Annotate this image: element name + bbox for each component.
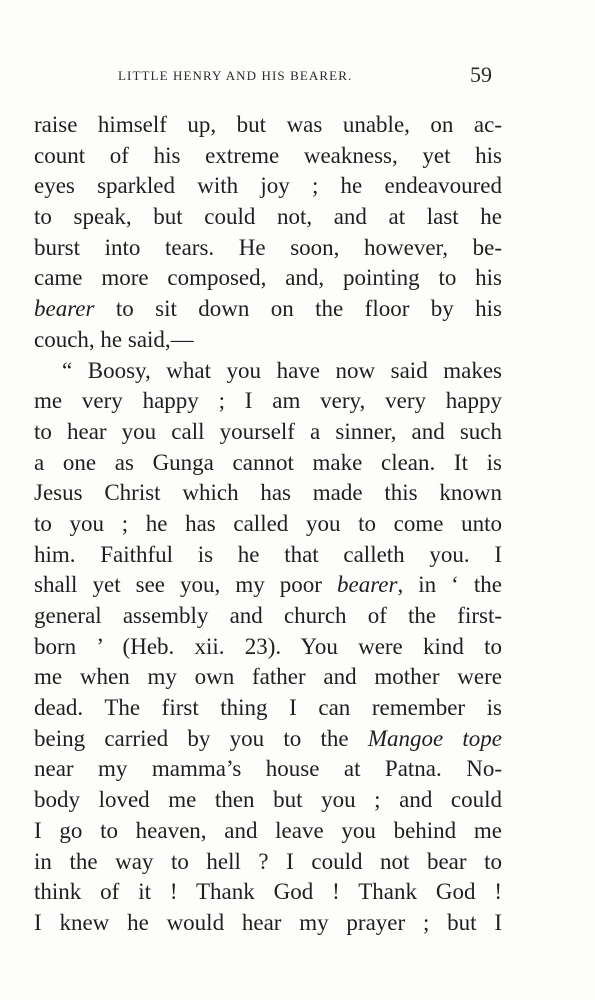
text-line: dead. The first thing I can remember is xyxy=(34,695,502,721)
italic-word: bearer xyxy=(336,572,398,598)
text-line: shall yet see you, my poor bearer, in ‘ the xyxy=(34,572,502,598)
text-line: near my mamma’s house at Patna. No- xyxy=(34,756,502,782)
text-line: Jesus Christ which has made this known xyxy=(34,480,502,506)
text-line: think of it ! Thank God ! Thank God ! xyxy=(34,879,502,905)
text-line: me when my own father and mother were xyxy=(34,664,502,690)
text-line: couch, he said,— xyxy=(34,326,194,352)
text-line: me very happy ; I am very, very happy xyxy=(34,388,502,414)
text-line: I go to heaven, and leave you behind me xyxy=(34,817,502,843)
text-line: to hear you call yourself a sinner, and such xyxy=(34,418,502,444)
text-line: to you ; he has called you to come unto xyxy=(34,510,502,536)
text-line: came more composed, and, pointing to his xyxy=(34,265,502,291)
page-header xyxy=(0,62,595,92)
body-text xyxy=(34,110,502,939)
text-line: I knew he would hear my prayer ; but I xyxy=(34,909,502,935)
text-line: “ Boosy, what you have now said makes xyxy=(62,357,502,383)
text-line: him. Faithful is he that calleth you. I xyxy=(34,541,502,567)
running-head: LITTLE HENRY AND HIS BEARER. xyxy=(118,68,353,83)
text-line: general assembly and church of the first- xyxy=(34,603,502,628)
text-line: eyes sparkled with joy ; he endeavoured xyxy=(34,173,502,199)
text-line: a one as Gunga cannot make clean. It is xyxy=(34,449,502,475)
text-line: to speak, but could not, and at last he xyxy=(34,204,502,230)
text-line: count of his extreme weakness, yet his xyxy=(34,142,502,168)
italic-word: bearer xyxy=(34,296,95,322)
text-line: being carried by you to the Mangoe tope xyxy=(34,725,503,751)
page-number: 59 xyxy=(470,62,492,87)
text-line: born ’ (Heb. xii. 23). You were kind to xyxy=(34,633,502,659)
text-line: bearer to sit down on the floor by his xyxy=(34,296,502,322)
text-line: in the way to hell ? I could not bear to xyxy=(34,848,502,874)
text-line: burst into tears. He soon, however, be- xyxy=(34,234,502,260)
text-line: raise himself up, but was unable, on ac- xyxy=(34,112,502,137)
italic-word: Mangoe tope xyxy=(367,725,503,751)
text-line: body loved me then but you ; and could xyxy=(34,787,502,813)
